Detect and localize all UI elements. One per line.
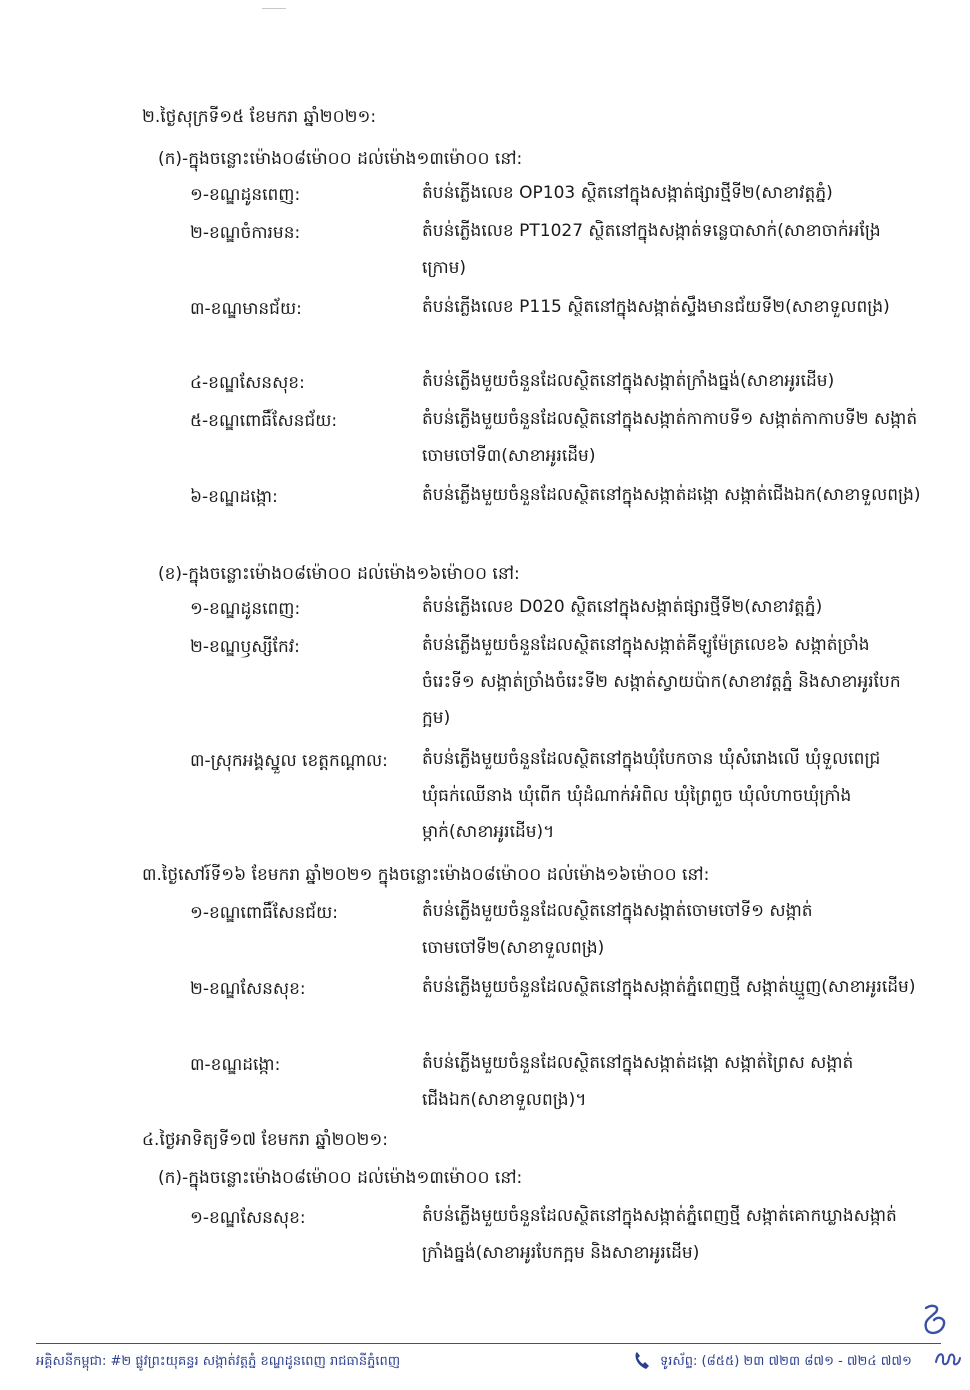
top-scan-mark <box>262 8 286 9</box>
district-label: ២-ខណ្ឌឫស្សីកែវ: <box>190 637 300 657</box>
district-description: តំបន់ភ្លើងមួយចំនួនដែលស្ថិតនៅក្នុងសង្កាត់ចោមចៅទី១ សង្កាត់ចោមចៅទី២(សាខាទួលពង្រ) <box>422 901 813 958</box>
handwritten-mark-icon <box>918 1302 948 1338</box>
district-description: តំបន់ភ្លើងមួយចំនួនដែលស្ថិតនៅក្នុងសង្កាត់គីឡូម៉ែត្រលេខ៦ សង្កាត់ច្រាំងចំរេះទី១ សង្កាត់ច្រាំងចំរេះទី២ សង្កាត់ស្វាយប៉ាក(សាខាវត្តភ្នំ និងសាខាអូរបែកក្អម) <box>422 635 901 728</box>
district-label: ១-ខណ្ឌដូនពេញ: <box>190 599 301 619</box>
district-label: ២-ខណ្ឌចំការមន: <box>190 223 301 243</box>
section-3-heading: ៣.ថ្ងៃសៅរ៍ទី១៦ ខែមករា ឆ្នាំ២០២១ ក្នុងចន្លោះម៉ោង០៨ម៉ោ០០ ដល់ម៉ោង១៦ម៉ោ០០ នៅ: <box>142 865 710 885</box>
district-label: ៤-ខណ្ឌសែនសុខ: <box>190 373 305 393</box>
signature-mark-icon <box>934 1350 962 1368</box>
district-label: ៣-ខណ្ឌដង្កោ: <box>190 1055 281 1075</box>
district-description: តំបន់ភ្លើងមួយចំនួនដែលស្ថិតនៅក្នុងសង្កាត់ក្រាំងធ្នង់(សាខាអូរដើម) <box>422 371 835 391</box>
district-description: តំបន់ភ្លើងលេខ PT1027 ស្ថិតនៅក្នុងសង្កាត់ទន្លេបាសាក់(សាខាចាក់អង្រែក្រោម) <box>422 221 881 278</box>
district-description: តំបន់ភ្លើងមួយចំនួនដែលស្ថិតនៅក្នុងសង្កាត់ដង្កោ សង្កាត់ជើងឯក(សាខាទួលពង្រ) <box>422 485 921 505</box>
section-2-heading: ២.ថ្ងៃសុក្រទី១៥ ខែមករា ឆ្នាំ២០២១: <box>142 107 377 127</box>
district-label: ១-ខណ្ឌពោធិ៍សែនជ័យ: <box>190 903 338 923</box>
district-label: ៣-ស្រុកអង្គស្នួល ខេត្តកណ្តាល: <box>190 751 388 771</box>
section-2-ka-heading: (ក)-ក្នុងចន្លោះម៉ោង០៨ម៉ោ០០ ដល់ម៉ោង១៣ម៉ោ០០ នៅ: <box>158 149 523 169</box>
section-2-kha-heading: (ខ)-ក្នុងចន្លោះម៉ោង០៨ម៉ោ០០ ដល់ម៉ោង១៦ម៉ោ០០ នៅ: <box>158 564 520 584</box>
district-label: ៣-ខណ្ឌមានជ័យ: <box>190 299 302 319</box>
phone-icon <box>632 1350 652 1372</box>
footer-address: អគ្គិសនីកម្ពុជា: #២ ផ្លូវព្រះយុគន្ធរ សង្កាត់វត្តភ្នំ ខណ្ឌដូនពេញ រាជធានីភ្នំពេញ <box>36 1354 401 1369</box>
district-description: តំបន់ភ្លើងលេខ D020 ស្ថិតនៅក្នុងសង្កាត់ផ្សារថ្មីទី២(សាខាវត្តភ្នំ) <box>422 597 823 617</box>
footer-phone: ទូរស័ព្ទ: (៨៥៥) ២៣ ៧២៣ ៨៧១ - ៧២៤ ៧៧១ <box>660 1354 912 1369</box>
district-label: ១-ខណ្ឌដូនពេញ: <box>190 185 301 205</box>
footer-divider <box>36 1343 941 1344</box>
district-description: តំបន់ភ្លើងមួយចំនួនដែលស្ថិតនៅក្នុងឃុំបែកចាន ឃុំសំរោងលើ ឃុំទួលពេជ្រ ឃុំធក់ឈើនាង ឃុំពើក ឃុំដំណាក់អំពិល ឃុំព្រៃពួច ឃុំលំហាចឃុំក្រាំងម្កាក់(សាខាអូរដើម)។ <box>422 749 881 842</box>
district-label: ២-ខណ្ឌសែនសុខ: <box>190 979 306 999</box>
section-4-ka-heading: (ក)-ក្នុងចន្លោះម៉ោង០៨ម៉ោ០០ ដល់ម៉ោង១៣ម៉ោ០០ នៅ: <box>158 1168 523 1188</box>
district-description: តំបន់ភ្លើងលេខ P115 ស្ថិតនៅក្នុងសង្កាត់ស្ទឹងមានជ័យទី២(សាខាទួលពង្រ) <box>422 297 890 317</box>
district-label: ៦-ខណ្ឌដង្កោ: <box>190 487 278 507</box>
district-description: តំបន់ភ្លើងលេខ OP103 ស្ថិតនៅក្នុងសង្កាត់ផ្សារថ្មីទី២(សាខាវត្តភ្នំ) <box>422 183 833 203</box>
district-label: ៥-ខណ្ឌពោធិ៍សែនជ័យ: <box>190 411 338 431</box>
district-description: តំបន់ភ្លើងមួយចំនួនដែលស្ថិតនៅក្នុងសង្កាត់ភ្នំពេញថ្មី សង្កាត់ឃ្មួញ(សាខាអូរដើម) <box>422 977 916 997</box>
district-description: តំបន់ភ្លើងមួយចំនួនដែលស្ថិតនៅក្នុងសង្កាត់ដង្កោ សង្កាត់ព្រៃស សង្កាត់ជើងឯក(សាខាទួលពង្រ)។ <box>422 1053 854 1110</box>
section-4-heading: ៤.ថ្ងៃអាទិត្យទី១៧ ខែមករា ឆ្នាំ២០២១: <box>142 1130 388 1150</box>
district-description: តំបន់ភ្លើងមួយចំនួនដែលស្ថិតនៅក្នុងសង្កាត់ភ្នំពេញថ្មី សង្កាត់គោកឃ្លាងសង្កាត់ក្រាំងធ្នង់(សាខាអូរបែកក្អម និងសាខាអូរដើម) <box>422 1206 897 1263</box>
district-label: ១-ខណ្ឌសែនសុខ: <box>190 1208 306 1228</box>
district-description: តំបន់ភ្លើងមួយចំនួនដែលស្ថិតនៅក្នុងសង្កាត់កាកាបទី១ សង្កាត់កាកាបទី២ សង្កាត់ចោមចៅទី៣(សាខាអូរដើម) <box>422 409 918 466</box>
